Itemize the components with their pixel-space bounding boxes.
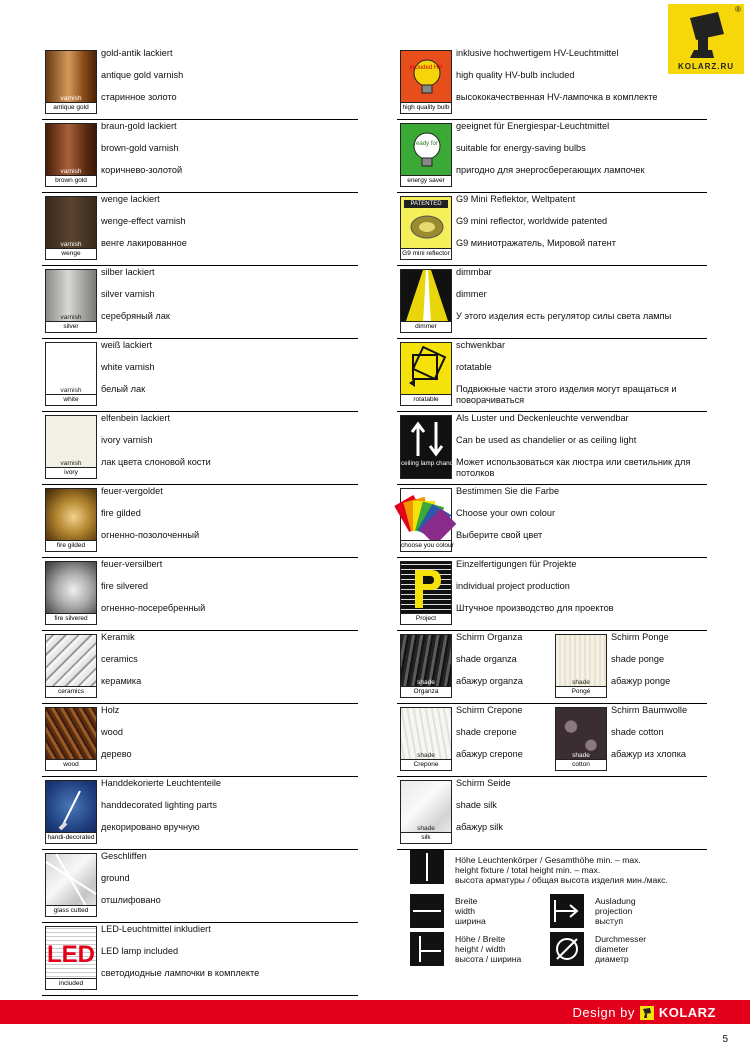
- rotate-icon: [401, 343, 453, 395]
- project-swatch: Project: [400, 561, 452, 625]
- antique-gold-swatch: varnish antique gold: [45, 50, 97, 114]
- paintbrush-icon: [46, 783, 96, 833]
- width-icon: [410, 894, 444, 928]
- list-item: rotatable schwenkbar rotatable Подвижные части этого изделия могут вращаться и поворачиваться: [397, 339, 707, 412]
- list-item: fire gilded feuer-vergoldet fire gilded огненно-позолоченный: [42, 485, 358, 558]
- list-item: handi-decorated Handdekorierte Leuchtenteile handdecorated lighting parts декорировано вручную: [42, 777, 358, 850]
- up-down-arrows-icon: [401, 416, 453, 462]
- list-item: varnish silver silber lackiert silver varnish серебряный лак: [42, 266, 358, 339]
- design-by: Design by KOLARZ: [572, 1005, 716, 1020]
- list-item: glass cutted Geschliffen ground отшлифовано: [42, 850, 358, 923]
- brown-gold-swatch: varnish brown gold: [45, 123, 97, 187]
- wood-swatch: wood: [45, 707, 97, 771]
- ivory-swatch: varnish ivory: [45, 415, 97, 479]
- fire-gilded-swatch: fire gilded: [45, 488, 97, 552]
- reflector-icon: [401, 197, 453, 249]
- list-item: fire silvered feuer-versilbert fire silvered огненно-посеребренный: [42, 558, 358, 631]
- white-swatch: varnish white: [45, 342, 97, 406]
- kolarz-logo: ® KOLARZ.RU: [668, 4, 744, 74]
- led-icon: LED: [47, 941, 95, 968]
- diameter-icon: [550, 932, 584, 966]
- list-item: dimmer dimmbar dimmer У этого изделия есть регулятор силы света лампы: [397, 266, 707, 339]
- list-item: varnish wenge wenge lackiert wenge-effect varnish венге лакированное: [42, 193, 358, 266]
- energy-saver-swatch: ready for energy saver: [400, 123, 452, 187]
- handi-decorated-swatch: handi-decorated: [45, 780, 97, 844]
- g9-reflector-swatch: PATENTED G9 mini reflector: [400, 196, 452, 260]
- logo-text: KOLARZ.RU: [677, 62, 735, 71]
- wenge-swatch: varnish wenge: [45, 196, 97, 260]
- cotton-swatch: shade cotton: [555, 707, 607, 771]
- list-item: varnish antique gold gold-antik lackiert antique gold varnish старинное золото: [42, 47, 358, 120]
- bulb-icon: [401, 51, 453, 103]
- organza-swatch: shade Organza: [400, 634, 452, 698]
- list-item: shade Crepone Schirm Crepone shade crepone абажур crepone shade cotton Schirm Baumwolle shade cotton абажур из хлопка: [397, 704, 707, 777]
- list-item: included HV high quality bulb inklusive hochwertigem HV-Leuchtmittel high quality HV-bulb included высококачественная HV-лампочка в комплекте: [397, 47, 707, 120]
- silver-swatch: varnish silver: [45, 269, 97, 333]
- list-item: PATENTED G9 mini reflector G9 Mini Reflektor, Weltpatent G9 mini reflector, worldwide patented G9 миниотражатель, Мировой патент: [397, 193, 707, 266]
- glass-cutted-swatch: glass cutted: [45, 853, 97, 917]
- list-item: ceramics Keramik ceramics керамика: [42, 631, 358, 704]
- hv-bulb-swatch: included HV high quality bulb: [400, 50, 452, 114]
- list-item: LED included LED-Leuchtmittel inkludiert LED lamp included светодиодные лампочки в комплекте: [42, 923, 358, 996]
- ponge-swatch: shade Pongé: [555, 634, 607, 698]
- bulb-icon: [401, 124, 453, 176]
- list-item: Project Einzelfertigungen für Projekte individual project production Штучное производство для проектов: [397, 558, 707, 631]
- projection-icon: [550, 894, 584, 928]
- led-swatch: LED included: [45, 926, 97, 990]
- right-column: [397, 47, 707, 850]
- colour-fan-swatch: choose you colour: [400, 488, 452, 552]
- cut-lines-icon: [46, 854, 96, 906]
- fire-silvered-swatch: fire silvered: [45, 561, 97, 625]
- height-icon: [410, 850, 444, 884]
- silk-swatch: shade silk: [400, 780, 452, 844]
- dimmer-swatch: dimmer: [400, 269, 452, 333]
- list-item: ready for energy saver geeignet für Energiespar-Leuchtmittel suitable for energy-saving bulbs пригодно для энергосберегающих лампочек: [397, 120, 707, 193]
- list-item: shade Organza Schirm Organza shade organza абажур organza shade Pongé Schirm Ponge shade ponge абажур ponge: [397, 631, 707, 704]
- rotatable-swatch: rotatable: [400, 342, 452, 406]
- list-item: varnish brown gold braun-gold lackiert brown-gold varnish коричнево-золотой: [42, 120, 358, 193]
- list-item: varnish ivory elfenbein lackiert ivory varnish лак цвета слоновой кости: [42, 412, 358, 485]
- chandelier-swatch: ceiling lamp chandelier: [400, 415, 452, 479]
- list-item: shade silk Schirm Seide shade silk абажур silk: [397, 777, 707, 850]
- list-item: ceiling lamp chandelier Als Luster und Deckenleuchte verwendbar Can be used as chandelier or as ceiling light Может использоваться как люстра или светильник для потолков: [397, 412, 707, 485]
- colour-fan-icon: [401, 489, 453, 541]
- height-width-icon: [410, 932, 444, 966]
- list-item: varnish white weiß lackiert white varnish белый лак: [42, 339, 358, 412]
- left-column: [42, 47, 358, 996]
- kolarz-mini-logo-icon: [640, 1006, 654, 1020]
- ceramics-swatch: ceramics: [45, 634, 97, 698]
- list-item: wood Holz wood дерево: [42, 704, 358, 777]
- page-number: 5: [722, 1034, 728, 1045]
- dimmer-icon: [401, 270, 453, 324]
- list-item: choose you colour Bestimmen Sie die Farbe Choose your own colour Выберите свой цвет: [397, 485, 707, 558]
- crepone-swatch: shade Crepone: [400, 707, 452, 771]
- project-p-icon: [401, 562, 453, 616]
